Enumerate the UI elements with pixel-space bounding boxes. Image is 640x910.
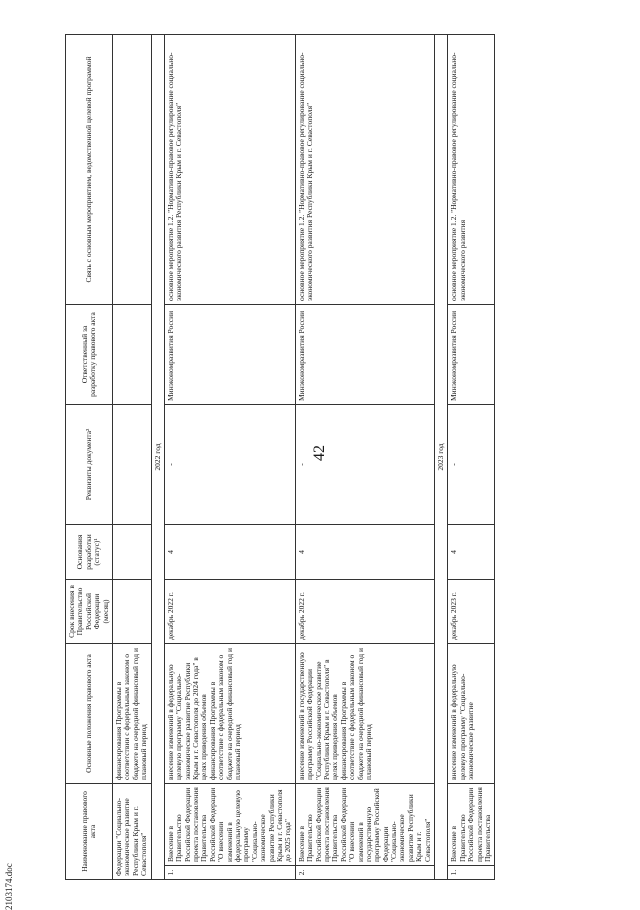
continuation-provisions: финансирования Программы в соответствии с федеральным законом о бюджете на очередной финансовый год и плановый период: [112, 643, 151, 783]
row-number: 2.: [295, 866, 434, 880]
header-name: Наименование правового акта: [66, 783, 113, 879]
act-name: Внесение в Правительство Российской Федерации проекта постановления Правительства: [448, 783, 495, 865]
act-provisions: внесение изменений в государственную программу Российской Федерации "Социально-экономическое развитие Республики Крым и г. Севастополя" в целях приведения объемов финансирования Программы в соответствие с федеральным законом о бюджете на очередной финансовый год и плановый период: [295, 643, 434, 783]
rotated-table-wrapper: [65, 35, 605, 880]
table-row: [164, 34, 295, 879]
header-row: [66, 34, 113, 879]
row-number: 1.: [164, 866, 295, 880]
act-provisions: внесение изменений в федеральную целевую программу "Социально-экономическое развитие: [448, 643, 495, 783]
act-responsible: Минэкономразвития России: [295, 304, 434, 404]
act-deadline: декабрь 2023 г.: [448, 579, 495, 643]
act-deadline: декабрь 2022 г.: [164, 579, 295, 643]
document-id: 2103174.doc: [4, 863, 14, 910]
act-link: основное мероприятие 1.2. "Нормативно-правовое регулирование социально-экономического развития: [448, 34, 495, 304]
act-requisites: -: [448, 404, 495, 524]
act-responsible: Минэкономразвития России: [164, 304, 295, 404]
header-requisites: Реквизиты документа²: [66, 404, 113, 524]
act-deadline: декабрь 2022 г.: [295, 579, 434, 643]
act-responsible: Минэкономразвития России: [448, 304, 495, 404]
page-number: 42: [311, 445, 328, 461]
year-label: 2022 год: [151, 34, 164, 879]
row-number: 1.: [448, 866, 495, 880]
act-basis: 4: [164, 524, 295, 579]
act-name: Внесение в Правительство Российской Федерации проекта постановления Правительства Российской Федерации "О внесении изменений в государственную программу Российской Федерации "Социально-экономическое развитие Республики Крым и г. Севастополя": [295, 783, 434, 865]
header-link: Связь с основным мероприятием, ведомственной целевой программой: [66, 34, 113, 304]
act-requisites: -: [164, 404, 295, 524]
act-requisites: -: [295, 404, 434, 524]
header-basis: Основания разработки (статус)¹: [66, 524, 113, 579]
act-provisions: внесение изменений в федеральную целевую программу "Социально-экономическое развитие Республики Крым и г. Севастополя до 2024 года" в целях приведения объемов финансирования Программы в соответствие с федеральным законом о бюджете на очередной финансовый год и плановый период: [164, 643, 295, 783]
act-link: основное мероприятие 1.2. "Нормативно-правовое регулирование социально-экономического развития Республики Крым и г. Севастополя": [295, 34, 434, 304]
header-responsible: Ответственный за разработку правового акта: [66, 304, 113, 404]
table-row-continuation: [112, 34, 151, 879]
act-name: Внесение в Правительство Российской Федерации проекта постановления Правительства Российской Федерации "О внесении изменений в федеральную целевую программу "Социально-экономическое развитие Республики Крым и г. Севастополя до 2025 года": [164, 783, 295, 865]
table-row: [295, 34, 434, 879]
act-link: основное мероприятие 1.2. "Нормативно-правовое регулирование социально-экономического развития Республики Крым и г. Севастополя": [164, 34, 295, 304]
legal-acts-table: [65, 34, 495, 880]
year-divider-2022: [151, 34, 164, 879]
act-basis: 4: [295, 524, 434, 579]
year-label: 2023 год: [435, 34, 448, 879]
continuation-name: Федерации "Социально-экономическое развитие Республики Крым и г. Севастополя": [112, 783, 151, 879]
act-basis: 4: [448, 524, 495, 579]
header-deadline: Срок внесения в Правительство Российской Федерации (месяц): [66, 579, 113, 643]
table-row: [448, 34, 495, 879]
header-provisions: Основные положения правового акта: [66, 643, 113, 783]
year-divider-2023: [435, 34, 448, 879]
